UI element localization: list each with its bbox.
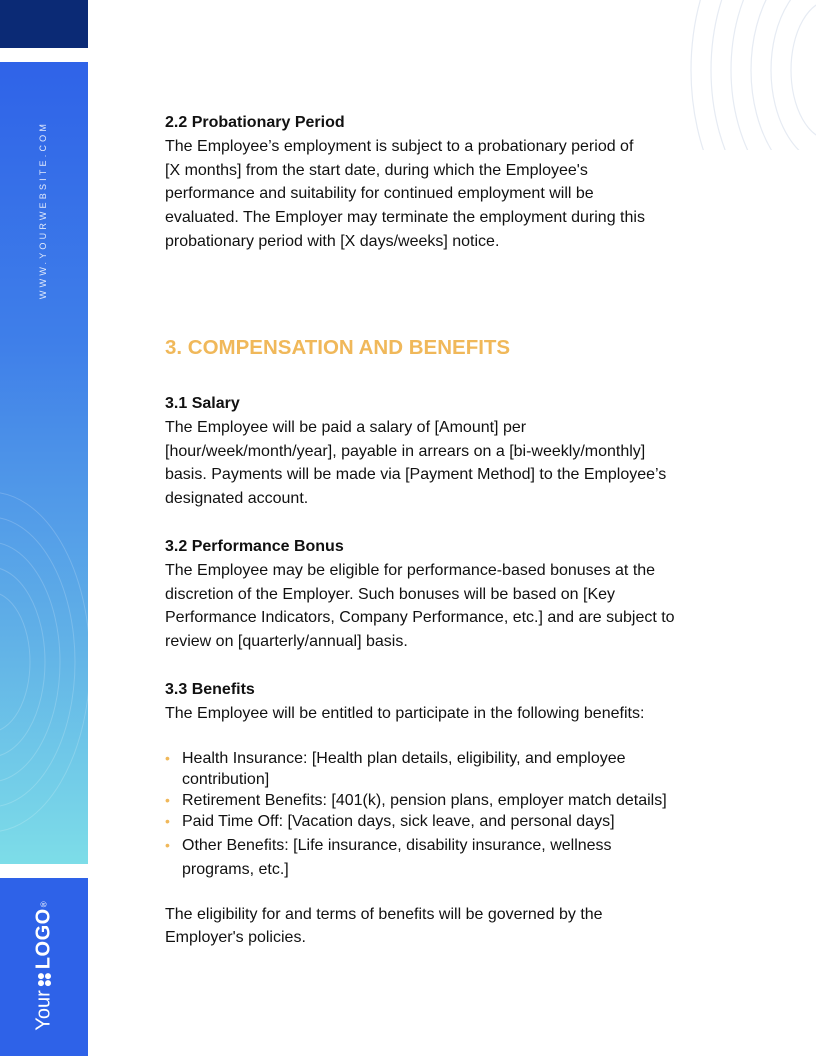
salary-heading: 3.1 Salary bbox=[165, 395, 240, 412]
benefit-item-text: Health Insurance: [Health plan details, eligibility, and employee bbox=[182, 750, 626, 767]
probation-line: [X months] from the start date, during which the Employee's bbox=[165, 162, 588, 179]
section-title: 3. COMPENSATION AND BENEFITS bbox=[165, 336, 511, 359]
bonus-line: review on [quarterly/annual] basis. bbox=[165, 633, 408, 650]
probation-line: The Employee’s employment is subject to a probationary period of bbox=[165, 138, 634, 155]
company-logo bbox=[33, 901, 56, 1030]
bonus-line: Performance Indicators, Company Performance, etc.] and are subject to bbox=[165, 609, 675, 626]
benefits-closing-line: The eligibility for and terms of benefits will be governed by the bbox=[165, 906, 603, 923]
bonus-heading: 3.2 Performance Bonus bbox=[165, 538, 344, 555]
salary-line: designated account. bbox=[165, 490, 309, 507]
logo-mark-icon bbox=[37, 972, 51, 986]
bullet-icon: • bbox=[165, 792, 170, 808]
bonus-line: discretion of the Employer. Such bonuses will be based on [Key bbox=[165, 586, 616, 603]
bullet-icon: • bbox=[165, 813, 170, 829]
registered-mark: ® bbox=[39, 901, 49, 908]
benefit-item-text: programs, etc.] bbox=[182, 861, 289, 878]
salary-line: The Employee will be paid a salary of [Amount] per bbox=[165, 419, 527, 436]
probation-line: probationary period with [X days/weeks] notice. bbox=[165, 233, 500, 250]
logo-your-text: Your bbox=[32, 990, 55, 1031]
probation-line: evaluated. The Employer may terminate the employment during this bbox=[165, 209, 645, 226]
salary-line: [hour/week/month/year], payable in arrears on a [bi-weekly/monthly] bbox=[165, 443, 646, 460]
sidebar-top-block bbox=[0, 0, 88, 48]
website-url: WWW.YOURWEBSITE.COM bbox=[38, 120, 48, 300]
benefit-item-text: Other Benefits: [Life insurance, disability insurance, wellness bbox=[182, 837, 612, 854]
corner-waves-decoration bbox=[586, 0, 816, 150]
bonus-line: The Employee may be eligible for performance-based bonuses at the bbox=[165, 562, 656, 579]
probation-heading: 2.2 Probationary Period bbox=[165, 114, 345, 131]
benefits-closing-line: Employer's policies. bbox=[165, 929, 306, 946]
bullet-icon: • bbox=[165, 750, 170, 766]
sidebar bbox=[0, 0, 88, 1056]
benefits-intro: The Employee will be entitled to participate in the following benefits: bbox=[165, 705, 645, 722]
logo-text: LOGO bbox=[32, 908, 55, 970]
bullet-icon: • bbox=[165, 837, 170, 853]
benefit-item-text: contribution] bbox=[182, 771, 270, 788]
benefits-heading: 3.3 Benefits bbox=[165, 681, 255, 698]
probation-line: performance and suitability for continued employment will be bbox=[165, 185, 594, 202]
benefit-item-text: Paid Time Off: [Vacation days, sick leave, and personal days] bbox=[182, 813, 615, 830]
salary-line: basis. Payments will be made via [Payment Method] to the Employee’s bbox=[165, 466, 667, 483]
benefit-item-text: Retirement Benefits: [401(k), pension plans, employer match details] bbox=[182, 792, 667, 809]
